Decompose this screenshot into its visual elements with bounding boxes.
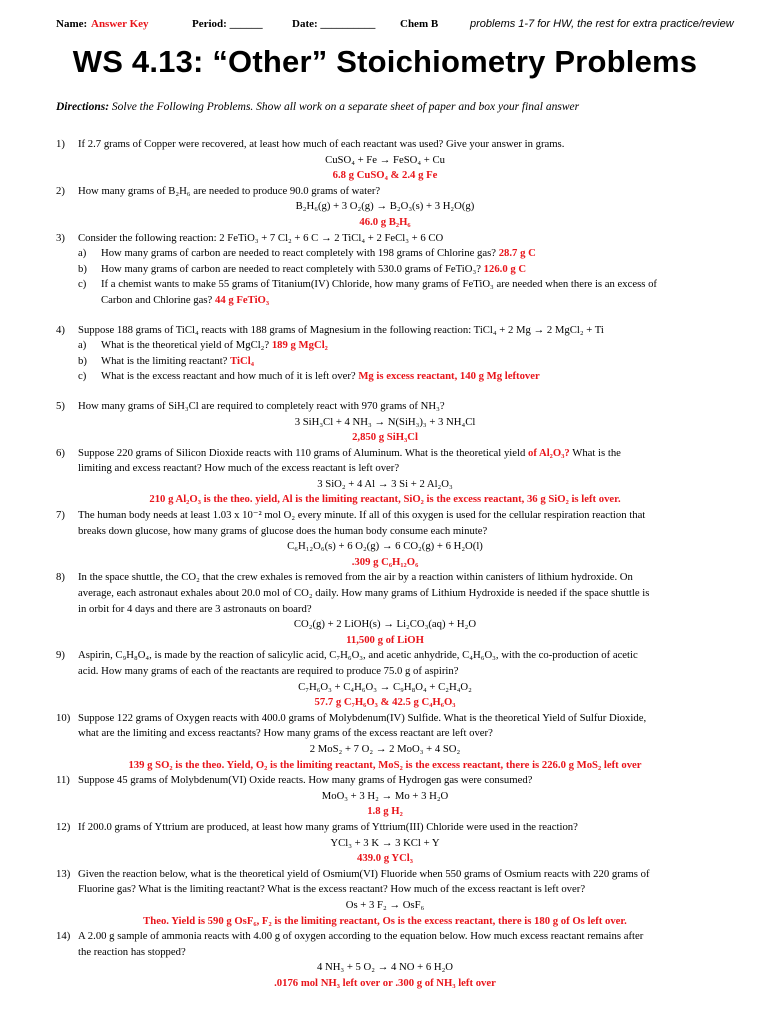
problem-number: 6) (56, 446, 65, 459)
subpart-letter: c) (78, 370, 87, 383)
subpart-text (101, 246, 536, 262)
problem-text-part: Aspirin, C₉H₈O₄, is made by the reaction of salicylic acid, C₇H₆O₃, and acetic anhydride, C₄H₆O₃, with the co-production of acetic (78, 649, 638, 662)
problem-text (78, 711, 646, 727)
answer-inline: of Al₂O₃? (528, 446, 570, 459)
worksheet-line (0, 570, 770, 586)
answer: 46.0 g B₂H₆ (359, 215, 411, 228)
worksheet-line (0, 976, 770, 992)
problem-text-part: How many grams of SiH₃Cl are required to completely react with 970 grams of NH₃? (78, 399, 445, 412)
worksheet-line (0, 277, 770, 293)
worksheet-line (0, 246, 770, 262)
subpart-letter: b) (78, 262, 87, 275)
problem-number: 1) (56, 138, 65, 150)
answer: 139 g SO₂ is the theo. Yield, O₂ is the limiting reactant, MoS₂ is the excess reactant, there is 226.0 g MoS₂ left over (128, 758, 642, 771)
problem-text-continued (78, 726, 493, 742)
subpart-letter: a) (78, 247, 87, 260)
header (56, 18, 750, 36)
chemical-equation: 4 NH₃ + 5 O₂ → 4 NO + 6 H₂O (316, 961, 454, 974)
subpart-text (101, 369, 540, 385)
answer: .0176 mol NH₃ left over or .300 g of NH₃ left over (274, 976, 496, 989)
class-name: Chem B (400, 18, 439, 30)
worksheet-line (0, 804, 770, 820)
problem-text-part: Suppose 45 grams of Molybdenum(VI) Oxide reacts. How many grams of Hydrogen gas were consumed? (78, 774, 533, 787)
problem-number: 5) (56, 399, 65, 412)
problem-text (78, 648, 638, 664)
page-title: WS 4.13: “Other” Stoichiometry Problems (72, 44, 698, 79)
answer: .309 g C₆H₁₂O₆ (351, 555, 419, 568)
problem-text-continued (78, 586, 649, 602)
chemical-equation: 3 SiO₂ + 4 Al → 3 Si + 2 Al₂O₃ (317, 477, 453, 490)
problem-text-part: the reaction has stopped? (78, 945, 186, 958)
worksheet-line (0, 477, 770, 493)
problem-text-continued (101, 293, 269, 309)
answer-inline: TiCl₄ (230, 354, 254, 367)
problem-number: 3) (56, 231, 65, 244)
worksheet-line (0, 215, 770, 231)
problem-text-part: Consider the following reaction: 2 FeTiO₃ + 7 Cl₂ + 6 C → 2 TiCl₄ + 2 FeCl₃ + 6 CO (78, 231, 444, 244)
worksheet-line (0, 399, 770, 415)
subpart-text (101, 338, 328, 354)
subpart-text (101, 262, 526, 278)
worksheet-line (0, 508, 770, 524)
problem-text-part: In the space shuttle, the CO₂ that the crew exhales is removed from the air by a reaction within canisters of lithium hydroxide. On (78, 571, 633, 584)
assignment-note: problems 1-7 for HW, the rest for extra practice/review (470, 18, 734, 30)
chemical-equation: YCl₃ + 3 K → 3 KCl + Y (330, 836, 440, 849)
problem-text-continued (78, 664, 458, 680)
worksheet-line (0, 168, 770, 184)
worksheet-line (0, 758, 770, 774)
name-value: Answer Key (91, 18, 149, 30)
worksheet-line (0, 415, 770, 431)
subpart-question: What is the limiting reactant? (101, 354, 231, 367)
problem-text-part: acid. How many grams of each of the reactants are required to produce 75.0 g of aspirin? (78, 665, 459, 677)
worksheet-line (0, 742, 770, 758)
worksheet-line (0, 262, 770, 278)
problem-number: 14) (56, 930, 71, 943)
answer-inline: 189 g MgCl₂ (271, 339, 328, 352)
problem-text-part: Fluorine gas? What is the limiting reactant? What is the excess reactant? How much of the excess reactant is left over? (78, 883, 586, 896)
problem-text-part: If 200.0 grams of Yttrium are produced, at least how many grams of Yttrium(III) Chloride were used in the reaction? (78, 820, 578, 833)
answer-inline: 126.0 g C (483, 262, 527, 275)
worksheet-line (0, 323, 770, 339)
worksheet-line (0, 461, 770, 477)
worksheet-line (0, 602, 770, 618)
chemical-equation: C₆H₁₂O₆(s) + 6 O₂(g) → 6 CO₂(g) + 6 H₂O(l) (287, 540, 483, 553)
answer: 439.0 g YCl₃ (357, 852, 413, 865)
worksheet-line (0, 664, 770, 680)
answer: 1.8 g H₂ (367, 805, 403, 818)
worksheet-line (0, 354, 770, 370)
problem-text-part: what are the limiting and excess reactants? How many grams of the excess reactant are left over? (78, 727, 493, 740)
subpart-letter: c) (78, 278, 87, 291)
spacer (0, 309, 770, 323)
worksheet-line (0, 293, 770, 309)
worksheet-line (0, 929, 770, 945)
worksheet-line (0, 789, 770, 805)
chemical-equation: CO₂(g) + 2 LiOH(s) → Li₂CO₃(aq) + H₂O (293, 618, 477, 631)
subpart-text (101, 277, 657, 293)
worksheet-line (0, 199, 770, 215)
problem-text-part: Given the reaction below, what is the theoretical yield of Osmium(VI) Fluoride when 550 grams of Osmium reacts with 220 grams of (78, 867, 650, 880)
problem-text (78, 231, 443, 247)
worksheet-line (0, 680, 770, 696)
worksheet-line (0, 153, 770, 169)
worksheet-line (0, 836, 770, 852)
problem-number: 2) (56, 184, 65, 197)
problem-text-part: Suppose 122 grams of Oxygen reacts with 400.0 grams of Molybdenum(IV) Sulfide. What is the theoretical Yield of Sulfur Dioxide, (78, 711, 647, 724)
worksheet-line (0, 369, 770, 385)
problem-text-part: Suppose 220 grams of Silicon Dioxide reacts with 110 grams of Aluminum. What is the theoretical yield (78, 446, 528, 459)
directions-label: Directions: (56, 101, 110, 113)
worksheet-line (0, 137, 770, 153)
subpart-letter: a) (78, 339, 87, 352)
chemical-equation: 3 SiH₃Cl + 4 NH₃ → N(SiH₃)₃ + 3 NH₄Cl (294, 415, 476, 428)
problem-number: 10) (56, 711, 71, 724)
answer-inline: Mg is excess reactant, 140 g Mg leftover (358, 370, 540, 383)
worksheet-line (0, 633, 770, 649)
problem-text (78, 323, 604, 339)
answer: 11,500 g of LiOH (346, 633, 424, 646)
chemical-equation: Os + 3 F₂ → OsF₆ (345, 898, 425, 911)
worksheet-line (0, 898, 770, 914)
name-label: Name: (56, 18, 88, 30)
chemical-equation: 2 MoS₂ + 7 O₂ → 2 MoO₃ + 4 SO₂ (309, 742, 461, 755)
problem-text-part: Carbon and Chlorine gas? (101, 293, 215, 306)
problem-text-part: breaks down glucose, how many grams of glucose does the human body consume each minute? (78, 524, 488, 537)
problem-text (78, 867, 650, 883)
problem-text-part: How many grams of B₂H₆ are needed to produce 90.0 grams of water? (78, 184, 381, 197)
problem-text (78, 137, 564, 153)
directions (56, 101, 579, 113)
problem-text-part: The human body needs at least 1.03 x 10⁻² mol O₂ every minute. If all of this oxygen is used for the cellular respiration reaction that (78, 509, 646, 522)
spacer (0, 385, 770, 399)
chemical-equation: CuSO₄ + Fe → FeSO₄ + Cu (325, 153, 445, 166)
worksheet-line (0, 820, 770, 836)
subpart-question: What is the theoretical yield of MgCl₂? (101, 339, 272, 352)
worksheet-line (0, 726, 770, 742)
problem-number: 12) (56, 820, 71, 833)
problem-list (0, 137, 770, 991)
worksheet-line (0, 711, 770, 727)
problem-text (78, 929, 643, 945)
worksheet-line (0, 539, 770, 555)
subpart-letter: b) (78, 354, 87, 367)
problem-number: 7) (56, 509, 65, 522)
problem-text-continued (78, 945, 186, 961)
worksheet-line (0, 492, 770, 508)
problem-number: 4) (56, 323, 65, 336)
worksheet-line (0, 338, 770, 354)
problem-text (78, 446, 621, 462)
worksheet-line (0, 867, 770, 883)
worksheet-line (0, 914, 770, 930)
worksheet-line (0, 882, 770, 898)
problem-number: 9) (56, 649, 65, 662)
worksheet-line (0, 617, 770, 633)
answer: Theo. Yield is 590 g OsF₆, F₂ is the limiting reactant, Os is the excess reactant, there is 180 g of Os left over. (143, 914, 627, 927)
directions-text: Solve the Following Problems. Show all work on a separate sheet of paper and box your final answer (111, 101, 580, 113)
worksheet-line (0, 945, 770, 961)
problem-text-part: Suppose 188 grams of TiCl₄ reacts with 188 grams of Magnesium in the following reaction: TiCl₄ + 2 Mg → 2 MgCl₂ + Ti (78, 323, 604, 336)
answer-inline: 28.7 g C (498, 247, 536, 260)
subpart-question: How many grams of carbon are needed to react completely with 530.0 grams of FeTiO₃? (101, 262, 484, 275)
problem-text-part: average, each astronaut exhales about 20.0 mol of CO₂ daily. How many grams of Lithium Hydroxide is needed if the space shuttle is (78, 587, 650, 600)
problem-text (78, 508, 645, 524)
problem-text-part: What is the (569, 446, 621, 459)
worksheet-line (0, 586, 770, 602)
problem-text (78, 399, 445, 415)
problem-text (78, 184, 380, 200)
worksheet-line (0, 231, 770, 247)
problem-text-part: limiting and excess reactant? How much of the excess reactant is left over? (78, 462, 400, 475)
problem-number: 13) (56, 867, 71, 880)
subpart-question: How many grams of carbon are needed to react completely with 198 grams of Chlorine gas? (101, 247, 499, 260)
worksheet-line (0, 695, 770, 711)
problem-text-part: in orbit for 4 days and there are 3 astronauts on board? (78, 602, 312, 615)
problem-text-continued (78, 524, 487, 540)
problem-number: 8) (56, 571, 65, 584)
problem-text-continued (78, 882, 585, 898)
worksheet-line (0, 430, 770, 446)
chemical-equation: B₂H₆(g) + 3 O₂(g) → B₂O₃(s) + 3 H₂O(g) (295, 200, 475, 213)
worksheet-line (0, 446, 770, 462)
problem-text (78, 570, 633, 586)
worksheet-line (0, 773, 770, 789)
subpart-question: What is the excess reactant and how much of it is left over? (101, 370, 359, 383)
worksheet-line (0, 524, 770, 540)
problem-text-part: A 2.00 g sample of ammonia reacts with 4.00 g of oxygen according to the equation below. How much excess reactant remains after (78, 930, 644, 943)
worksheet-line (0, 960, 770, 976)
problem-text (78, 820, 578, 836)
answer-inline: 44 g FeTiO₃ (214, 293, 270, 306)
chemical-equation: C₇H₆O₃ + C₄H₆O₃ → C₉H₈O₄ + C₂H₄O₂ (298, 680, 472, 693)
answer: 210 g Al₂O₃ is the theo. yield, Al is the limiting reactant, SiO₂ is the excess reactant, 36 g SiO₂ is left over. (149, 493, 621, 506)
problem-text (78, 773, 532, 789)
chemical-equation: MoO₃ + 3 H₂ → Mo + 3 H₂O (321, 789, 449, 802)
problem-text-continued (78, 461, 399, 477)
worksheet-line (0, 184, 770, 200)
worksheet-line (0, 851, 770, 867)
answer: 2,850 g SiH₃Cl (352, 431, 418, 444)
subpart-text (101, 354, 254, 370)
worksheet-line (0, 648, 770, 664)
date-field: Date: __________ (292, 18, 376, 30)
problem-text-continued (78, 602, 312, 618)
answer: 57.7 g C₇H₆O₃ & 42.5 g C₄H₆O₃ (314, 696, 456, 709)
problem-number: 11) (56, 774, 70, 787)
subpart-question: If a chemist wants to make 55 grams of Titanium(IV) Chloride, how many grams of FeTiO₃ are needed when there is an excess of (101, 278, 657, 291)
answer: 6.8 g CuSO₄ & 2.4 g Fe (332, 169, 438, 182)
worksheet-line (0, 555, 770, 571)
problem-text-part: If 2.7 grams of Copper were recovered, at least how much of each reactant was used? Give your answer in grams. (78, 138, 565, 150)
period-field: Period: ______ (192, 18, 263, 30)
